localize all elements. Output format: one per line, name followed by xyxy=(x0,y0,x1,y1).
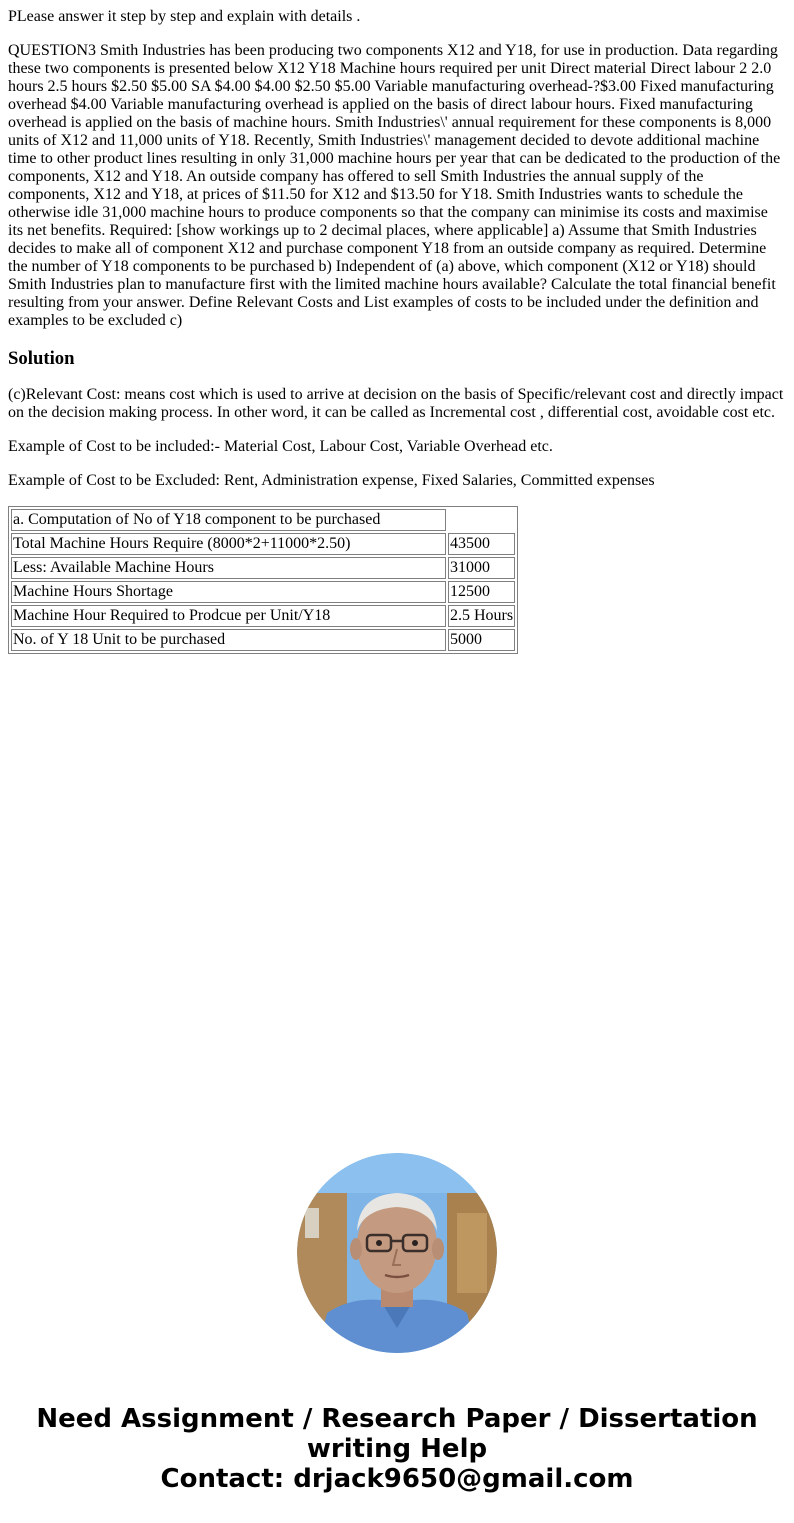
table-row xyxy=(11,509,515,531)
question-body: QUESTION3 Smith Industries has been producing two components X12 and Y18, for use in production. Data regarding these two components is presented below X12 Y18 Machine hours required per unit Direct material Direct labour 2 2.0 hours 2.5 hours $2.50 $5.00 SA $4.00 $4.00 $2.50 $5.00 Variable manufacturing overhead-?$3.00 Fixed manufacturing overhead $4.00 Variable manufacturing overhead is applied on the basis of direct labour hours. Fixed manufacturing overhead is applied on the basis of machine hours. Smith Industries\' annual requirement for these components is 8,000 units of X12 and 11,000 units of Y18. Recently, Smith Industries\' management decided to devote additional machine time to other product lines resulting in only 31,000 machine hours per year that can be dedicated to the production of the components, X12 and Y18. An outside company has offered to sell Smith Industries the annual supply of the components, X12 and Y18, at prices of $11.50 for X12 and $13.50 for Y18. Smith Industries wants to schedule the otherwise idle 31,000 machine hours to produce components so that the company can minimise its costs and maximise its net benefits. Required: [show workings up to 2 decimal places, where applicable] a) Assume that Smith Industries decides to make all of component X12 and purchase component Y18 from an outside company as required. Determine the number of Y18 components to be purchased b) Independent of (a) above, which component (X12 or Y18) should Smith Industries plan to manufacture first with the limited machine hours available? Calculate the total financial benefit resulting from your answer. Define Relevant Costs and List examples of costs to be included under the definition and examples to be excluded c) xyxy=(8,42,781,329)
promo-contact: Contact: drjack9650@gmail.com xyxy=(160,1464,634,1494)
table-row xyxy=(11,557,515,579)
row-value: 31000 xyxy=(448,557,515,579)
document-content xyxy=(8,0,786,654)
avatar-photo xyxy=(297,1153,497,1353)
row-label: No. of Y 18 Unit to be purchased xyxy=(11,629,446,651)
author-avatar xyxy=(297,1153,497,1353)
row-value: 5000 xyxy=(448,629,515,651)
table-title-cell: a. Computation of No of Y18 component to be purchased xyxy=(11,509,446,531)
row-label: Machine Hours Shortage xyxy=(11,581,446,603)
computation-table xyxy=(8,506,518,654)
promo-line-2: writing Help xyxy=(306,1434,488,1464)
table-row xyxy=(11,533,515,555)
row-label: Less: Available Machine Hours xyxy=(11,557,446,579)
row-value: 2.5 Hours xyxy=(448,605,515,627)
promo-banner xyxy=(0,1404,794,1494)
costs-excluded: Example of Cost to be Excluded: Rent, Administration expense, Fixed Salaries, Committed expenses xyxy=(8,472,655,489)
costs-included: Example of Cost to be included:- Material Cost, Labour Cost, Variable Overhead etc. xyxy=(8,438,553,455)
table-row xyxy=(11,605,515,627)
promo-line-1: Need Assignment / Research Paper / Dissertation xyxy=(36,1404,758,1434)
table-row xyxy=(11,581,515,603)
row-value: 43500 xyxy=(448,533,515,555)
row-label: Total Machine Hours Require (8000*2+11000*2.50) xyxy=(11,533,446,555)
row-label: Machine Hour Required to Prodcue per Unit/Y18 xyxy=(11,605,446,627)
row-value: 12500 xyxy=(448,581,515,603)
solution-heading: Solution xyxy=(8,348,75,369)
relevant-cost-definition: (c)Relevant Cost: means cost which is used to arrive at decision on the basis of Specific/relevant cost and directly impact on the decision making process. In other word, it can be called as Incremental cost , differential cost, avoidable cost etc. xyxy=(8,386,784,421)
question-intro: PLease answer it step by step and explain with details . xyxy=(8,8,361,25)
table-empty-cell xyxy=(448,509,515,531)
table-row xyxy=(11,629,515,651)
